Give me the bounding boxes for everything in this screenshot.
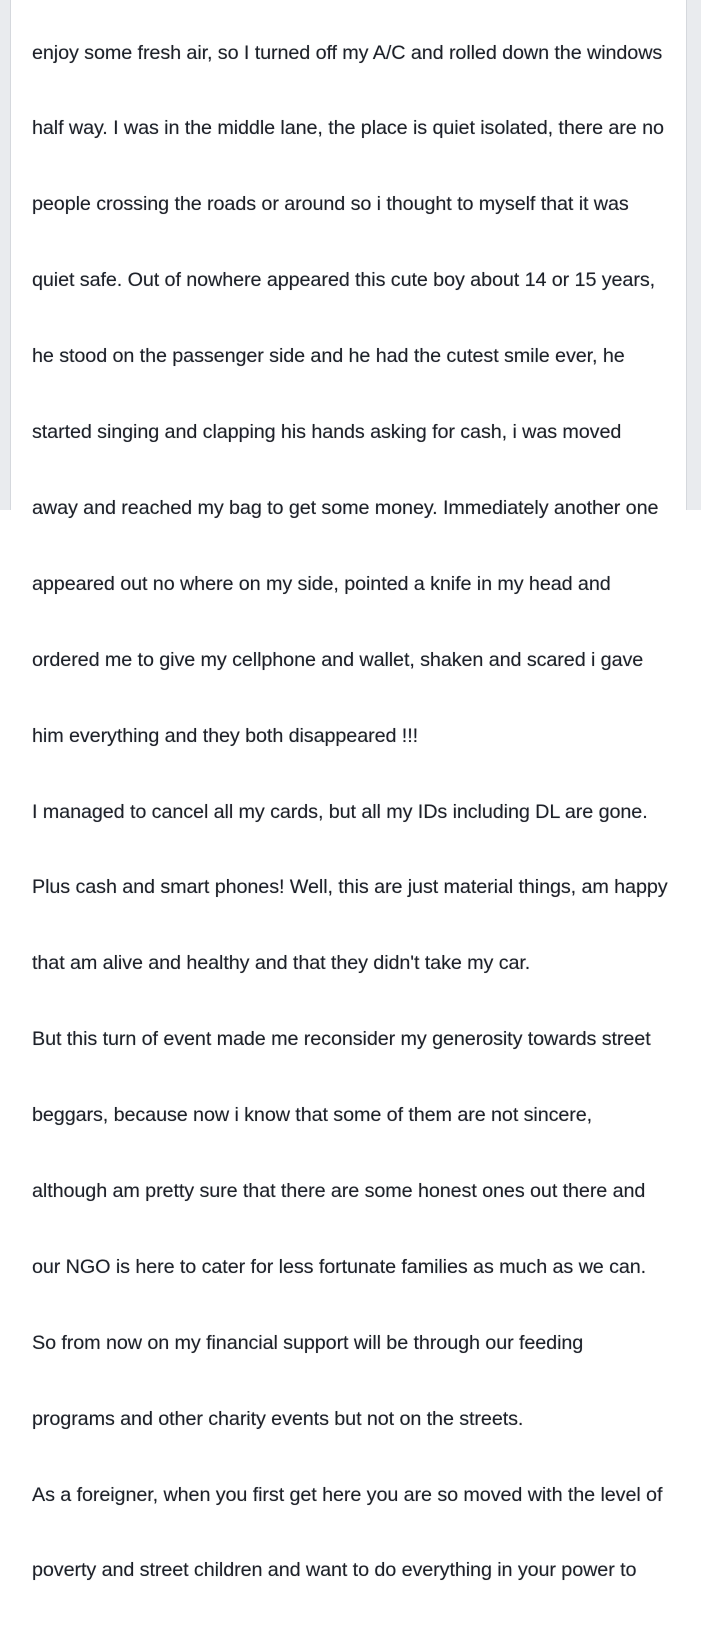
post-text-line: quiet safe. Out of nowhere appeared this cute boy about 14 or 15 years, [32,269,656,292]
post-text-line: started singing and clapping his hands asking for cash, i was moved [32,421,622,444]
post-text-line: half way. I was in the middle lane, the place is quiet isolated, there are no [32,117,664,140]
post-text-line: programs and other charity events but not on the streets. [32,1407,524,1430]
post-card [12,0,686,1582]
post-text-line: people crossing the roads or around so i thought to myself that it was [32,193,629,216]
post-text-line: beggars, because now i know that some of them are not sincere, [32,1104,593,1127]
post-text-line: Plus cash and smart phones! Well, this are just material things, am happy [32,876,668,899]
post-text-line: although am pretty sure that there are some honest ones out there and [32,1179,646,1202]
post-text-line: As a foreigner, when you first get here you are so moved with the level of [32,1483,663,1506]
page-gutter-left [0,0,11,510]
post-text-line: that am alive and healthy and that they didn't take my car. [32,952,531,975]
post-text-line: enjoy some fresh air, so I turned off my A/C and rolled down the windows [32,41,663,64]
post-text-line: appeared out no where on my side, pointed a knife in my head and [32,572,611,595]
post-text-line: But this turn of event made me reconsider my generosity towards street [32,1028,651,1051]
post-text-line: he stood on the passenger side and he had the cutest smile ever, he [32,345,625,368]
post-text-line: away and reached my bag to get some money. Immediately another one [32,496,659,519]
page-gutter-right [686,0,701,510]
post-text-line: poverty and street children and want to do everything in your power to [32,1559,637,1582]
post-text-line: our NGO is here to cater for less fortunate families as much as we can. [32,1255,647,1278]
post-text-line: him everything and they both disappeared !!! [32,724,418,747]
post-text [32,0,682,1634]
post-text-line: I managed to cancel all my cards, but all my IDs including DL are gone. [32,800,648,823]
post-text-line: So from now on my financial support will be through our feeding [32,1331,584,1354]
post-text-line: ordered me to give my cellphone and wallet, shaken and scared i gave [32,648,644,671]
